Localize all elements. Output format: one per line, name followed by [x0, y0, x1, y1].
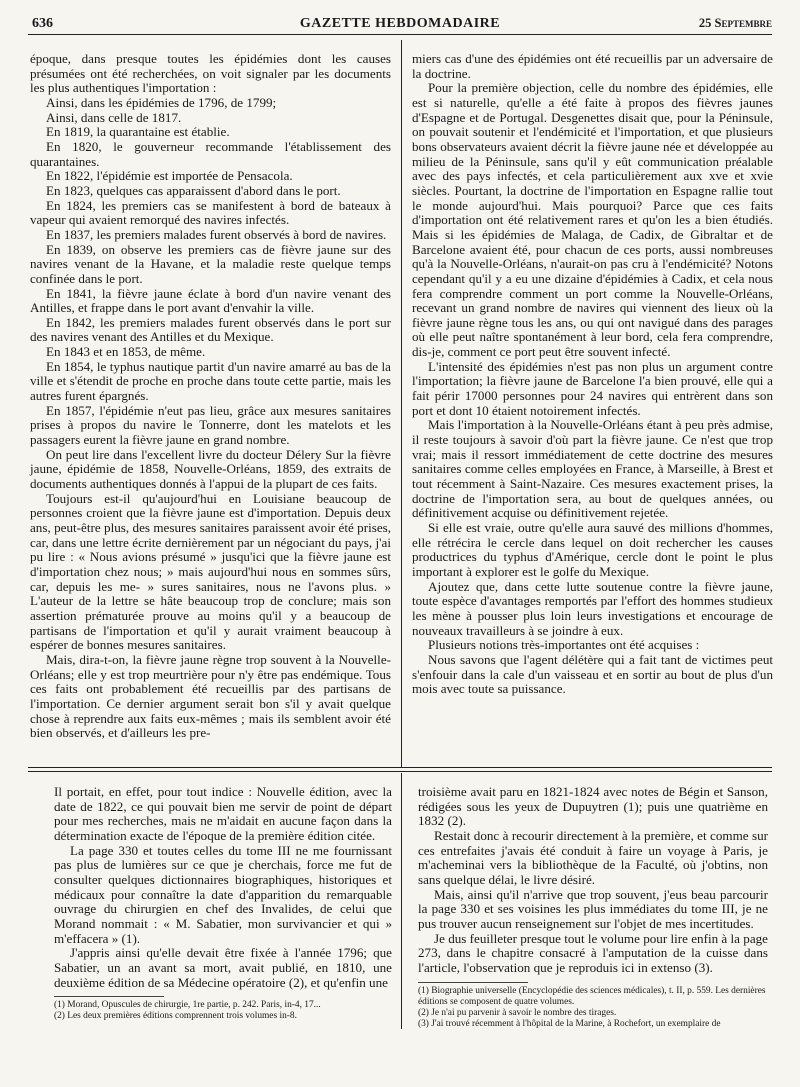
column-left-bottom: [54, 785, 392, 1023]
paragraph: J'appris ainsi qu'elle devait être fixée à l'année 1796; que Sabatier, un an avant sa mort, avait publié, en 1810, une deuxième édition de sa Médecine opératoire (2), et qu'enfin une: [54, 945, 392, 990]
footnotes: [418, 986, 768, 1031]
paragraph: Mais, ainsi qu'il n'arrive que trop souvent, j'eus beau parcourir la page 330 et ses voisines les plus immédiates du tome III, je ne pus trouver aucun renseignement sur l'objet de mes incertitudes.: [418, 886, 768, 931]
footnote: (2) Les deux premières éditions comprennent trois volumes in-8.: [54, 1011, 297, 1022]
paragraph: Ajoutez que, dans cette lutte soutenue contre la fièvre jaune, toute espèce d'avantages remportés par l'effort des hommes studieux les mène à pousser plus loin leurs investigations et encourage de nouveaux travailleurs à se joindre à eux.: [412, 578, 773, 638]
paragraph: Restait donc à recourir directement à la première, et comme sur ces entrefaites j'avais été conduit à faire un voyage à Paris, je m'acheminai vers la bibliothèque de la Faculté, où j'obtins, non sans quelque délai, le livre désiré.: [418, 827, 768, 887]
paragraph: En 1839, on observe les premiers cas de fièvre jaune sur des navires venant de la Havane, et la maladie reste quelque temps confinée dans le port.: [30, 241, 391, 286]
paragraph: En 1842, les premiers malades furent observés dans le port sur des navires venant des Antilles et du Mexique.: [30, 314, 391, 345]
paragraph: En 1822, l'épidémie est importée de Pensacola.: [46, 168, 293, 184]
footnote-rule: [418, 982, 528, 983]
footnote: (2) Je n'ai pu parvenir à savoir le nombre des tirages.: [418, 1007, 617, 1018]
paragraph: Mais l'importation à la Nouvelle-Orléans étant à peu près admise, il reste toujours à savoir d'où part la fièvre jaune. Ce n'est que trop vrai; mais il ressort immédiatement de cette doctrine des mesures sanitaires comme celles employées en France, à Marseille, à Brest et tout récemment à Saint-Nazaire. Ces mesures exactement prises, la doctrine de l'importation sera, au bout de quelques années, ou définitivement acquise ou définitivement rejetée.: [412, 417, 773, 521]
page-header: [28, 6, 772, 35]
column-right-bottom: [418, 785, 768, 1030]
paragraph: En 1819, la quarantaine est établie.: [46, 124, 230, 140]
paragraph: troisième avait paru en 1821-1824 avec notes de Bégin et Sanson, rédigées sous les yeux de Dupuytren (1); puis une quatrième en 1832 (2).: [418, 784, 768, 829]
paragraph: Il portait, en effet, pour tout indice : Nouvelle édition, avec la date de 1822, ce qui pouvait bien me servir de point de départ pour mes recherches, mais ne m'aidait en aucune façon dans la détermination exacte de l'époque de la première édition citée.: [54, 784, 392, 843]
paragraph: En 1824, les premiers cas se manifestent à bord de bateaux à vapeur qui avaient remorqué des navires infectés.: [30, 197, 391, 228]
footnote: (1) Morand, Opuscules de chirurgie, 1re partie, p. 242. Paris, in-4, 17...: [54, 1000, 321, 1011]
paragraph: La page 330 et toutes celles du tome III ne me fournissant pas plus de lumières sur ce que je cherchais, force me fut de consulter quelques dictionnaires biographiques, historiques et médicaux pour connaître la date d'apparition du remarquable ouvrage du chirurgien en chef des Invalides, de celui que Morand nommait : « M. Sabatier, mon survivancier et qui » m'effacera » (1).: [54, 842, 392, 946]
column-divider-bottom: [401, 773, 402, 1029]
footnote: (1) Biographie universelle (Encyclopédie des sciences médicales), t. II, p. 559. Les dernières éditions se composent de quatre volumes.: [418, 985, 766, 1007]
paragraph: Plusieurs notions très-importantes ont été acquises :: [428, 637, 700, 653]
paragraph: En 1854, le typhus nautique partit d'un navire amarré au bas de la ville et s'étendit de proche en proche dans toute cette partie, mais les autres furent épargnés.: [30, 358, 391, 404]
paragraph: miers cas d'une des épidémies ont été recueillis par un adversaire de la doctrine.: [412, 51, 773, 81]
paragraph: En 1837, les premiers malades furent observés à bord de navires.: [46, 226, 387, 242]
paragraph: Ainsi, dans les épidémies de 1796, de 1799;: [46, 94, 277, 110]
paragraph: époque, dans presque toutes les épidémies dont les causes présumées ont été recherchées, on voit signaler par les documents les plus authentiques l'importation :: [30, 51, 391, 96]
paragraph: En 1823, quelques cas apparaissent d'abord dans le port.: [46, 182, 341, 198]
column-right-top: [412, 52, 773, 697]
column-left-top: [30, 52, 391, 741]
paragraph: Si elle est vraie, outre qu'elle aura sauvé des millions d'hommes, elle rétrécira le cercle dans lequel on doit rechercher les causes productrices du typhus d'Amérique, cercle dont le point le plus important à explorer est le golfe du Mexique.: [412, 520, 773, 579]
journal-title: GAZETTE HEBDOMADAIRE: [299, 16, 501, 31]
paragraph: En 1820, le gouverneur recommande l'établissement des quarantaines.: [30, 138, 391, 169]
footnote: (3) J'ai trouvé récemment à l'hôpital de la Marine, à Rochefort, un exemplaire de: [418, 1019, 721, 1030]
footnote-rule: [54, 996, 164, 997]
paragraph: Ainsi, dans celle de 1817.: [46, 109, 182, 125]
paragraph: Mais, dira-t-on, la fièvre jaune règne trop souvent à la Nouvelle-Orléans; elle y est trop meurtrière pour n'y être pas endémique. Tous ces faits ont probablement été recueillis par des partisans de l'importation. Ce dernier argument serait bon s'il y avait quelque chose à reprendre aux faits eux-mêmes ; mais ils semblent avoir été bien observés, et d'ailleurs les pre-: [30, 651, 391, 741]
paragraph: Pour la première objection, celle du nombre des épidémies, elle est si naturelle, qu'elle a été faite à propos des fièvres jaunes d'Espagne et de Portugal. Desgenettes disait que, pour la Péninsule, on pouvait soutenir et l'endémicité et l'importation, et que plusieurs bons observateurs avaient décrit la fièvre jaune née et développée au milieu de la Péninsule, sans qu'il y eût communication préalable avec des pays infectés, et cela particulièrement aux xve et xvie siècles. Pourtant, la doctrine de l'importation en Espagne rallie tout le monde aujourd'hui. Mais pourquoi? Parce que ces faits d'importation ont été relativement rares et qu'on les a bien étudiés. Mais si les épidémies de Malaga, de Cadix, de Gibraltar et de Barcelone avaient été, pour chacun de ces ports, aussi nombreuses qu'à la Nouvelle-Orléans, n'aurait-on pas cru à l'endémicité? Notons cependant qu'il y a eu une dizaine d'épidémies à Cadix, et cela nous fera comprendre comment un port comme la Nouvelle-Orléans, recevant un grand nombre de navires qui viennent des lieux où la fièvre jaune règne tous les ans, ou qui ont navigué dans des parages où elle peut naître spontanément à leur bord, cela fera comprendre, dis-je, comment ce port peut être souvent infecté.: [412, 80, 773, 360]
page-number: 636: [32, 16, 53, 31]
feuilleton-rule: [28, 771, 772, 772]
paragraph: En 1843 et en 1853, de même.: [46, 344, 206, 360]
issue-date: 25 Septembre: [698, 16, 772, 30]
column-divider-top: [401, 40, 402, 767]
feuilleton-rule: [28, 767, 772, 768]
paragraph: Je dus feuilleter presque tout le volume pour lire enfin à la page 273, dans le chapitre consacré à l'amputation de la cuisse dans l'article, l'observation que je reproduis ici in extenso (3).: [418, 930, 768, 975]
paragraph: Nous savons que l'agent délétère qui a fait tant de victimes peut s'enfouir dans la cale d'un vaisseau et en sortir au bout de plus d'un mois avec toute sa puissance.: [412, 651, 773, 697]
footnotes: [54, 1000, 392, 1022]
paragraph: L'intensité des épidémies n'est pas non plus un argument contre l'importation; la fièvre jaune de Barcelone l'a bien prouvé, elle qui a fait périr 17000 personnes pour 24 navires qui entrèrent dans son port et dont 10 étaient notoirement infectés.: [412, 358, 773, 418]
paragraph: En 1841, la fièvre jaune éclate à bord d'un navire venant des Antilles, et frappe dans le port avant d'envahir la ville.: [30, 285, 391, 316]
paragraph: En 1857, l'épidémie n'eut pas lieu, grâce aux mesures sanitaires prises à propos du navire le Tonnerre, dont les matelots et les passagers eurent la fièvre jaune en grand nombre.: [30, 402, 391, 448]
paragraph: Toujours est-il qu'aujourd'hui en Louisiane beaucoup de personnes croient que la fièvre jaune est d'importation. Depuis deux ans, peut-être plus, des mesures sanitaires paraissent avoir été prises, car, dans une lettre écrite dernièrement par un négociant du pays, j'ai pu lire : « Nous avions présumé » jusqu'ici que la fièvre jaune est d'importation chez nous; » mais aujourd'hui nous en sommes sûrs, car, depuis les me- » sures sanitaires, nous ne l'avons plus. » L'auteur de la lettre se hâte beaucoup trop de conclure; mais son assertion prématurée prouve au moins qu'il y a beaucoup de partisans de l'importation et qu'il y aurait vraiment beaucoup à espérer de bonnes mesures sanitaires.: [30, 490, 391, 653]
paragraph: On peut lire dans l'excellent livre du docteur Délery Sur la fièvre jaune, épidémie de 1858, Nouvelle-Orléans, 1859, des extraits de documents authentiques donnés à l'appui de la plupart de ces faits.: [30, 446, 391, 492]
